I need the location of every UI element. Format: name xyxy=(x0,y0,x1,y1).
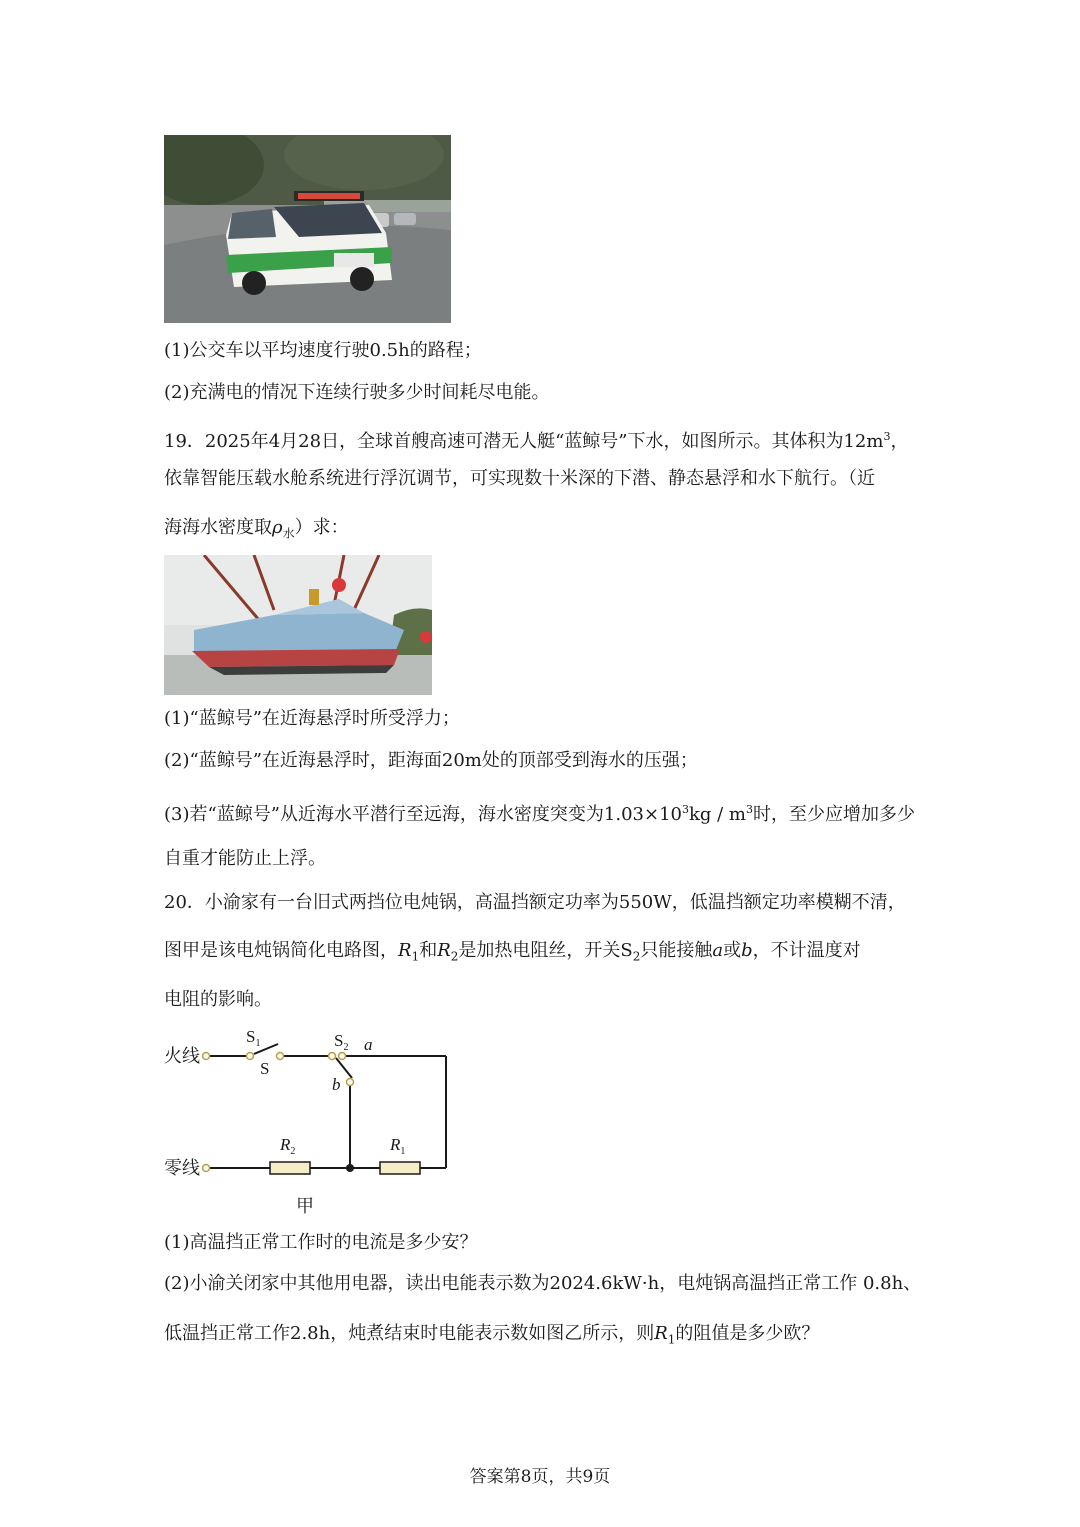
q20-part1: (1)高温挡正常工作时的电流是多少安？ xyxy=(164,1232,478,1253)
q20-line3: 电阻的影响。 xyxy=(164,989,272,1010)
q19-line2: 依靠智能压载水舱系统进行浮沉调节，可实现数十米深的下潜、静态悬浮和水下航行。（近 xyxy=(164,468,875,489)
bus-photo xyxy=(164,135,451,323)
q19-line3: 海海水密度取$\rho_水$）求： xyxy=(164,517,349,541)
q19-part1: (1)“蓝鲸号”在近海悬浮时所受浮力； xyxy=(164,708,460,729)
switch-s2-label: $S_2$ xyxy=(334,1031,349,1053)
resistor-r2 xyxy=(270,1162,310,1174)
q20-part2: (2)小渝关闭家中其他用电器，读出电能表示数为2024.6kW·h，电炖锅高温挡正常工作 0.8h、 xyxy=(164,1273,922,1294)
vessel-photo xyxy=(164,555,432,695)
diagram-caption: 甲 xyxy=(296,1196,314,1216)
vessel-photo-illustration xyxy=(164,555,432,695)
q18-part2: (2)充满电的情况下连续行驶多少时间耗尽电能。 xyxy=(164,382,550,403)
contact-a-label: a xyxy=(364,1035,373,1054)
r2-label: $R_2$ xyxy=(280,1135,296,1157)
page-footer: 答案第8页，共9页 xyxy=(469,1467,611,1487)
resistor-r1 xyxy=(380,1162,420,1174)
switch-s-label: S xyxy=(260,1059,270,1078)
q19-line1: 19．2025年4月28日，全球首艘高速可潜无人艇“蓝鲸号”下水，如图所示。其体积为$12m^3$， xyxy=(164,430,909,452)
q18-part1: (1)公交车以平均速度行驶0.5h的路程； xyxy=(164,340,482,361)
circuit-diagram xyxy=(160,1020,460,1220)
neutral-wire-label: 零线 xyxy=(164,1158,200,1178)
contact-b-label: b xyxy=(332,1075,341,1094)
q20-part2-cont: 低温挡正常工作2.8h，炖煮结束时电能表示数如图乙所示，则$R_1$的阻值是多少欧？ xyxy=(164,1323,820,1347)
q20-line1: 20．小渝家有一台旧式两挡位电炖锅，高温挡额定功率为550W，低温挡额定功率模糊不清， xyxy=(164,892,906,913)
live-wire-label: 火线 xyxy=(164,1046,200,1066)
q19-part2: (2)“蓝鲸号”在近海悬浮时，距海面20m处的顶部受到海水的压强； xyxy=(164,750,698,771)
q19-part3: (3)若“蓝鲸号”从近海水平潜行至远海，海水密度突变为$1.03\times 10^3kg / m^3$时，至少应增加多少 xyxy=(164,803,915,825)
switch-s1-label: $S_1$ xyxy=(246,1027,261,1049)
q20-line2: 图甲是该电炖锅简化电路图，$R_1$和$R_2$是加热电阻丝，开关$S_2$只能接触a或b，不计温度对 xyxy=(164,940,861,964)
r1-label: $R_1$ xyxy=(390,1135,406,1157)
bus-photo-illustration xyxy=(164,135,451,323)
q19-part3-cont: 自重才能防止上浮。 xyxy=(164,848,326,869)
